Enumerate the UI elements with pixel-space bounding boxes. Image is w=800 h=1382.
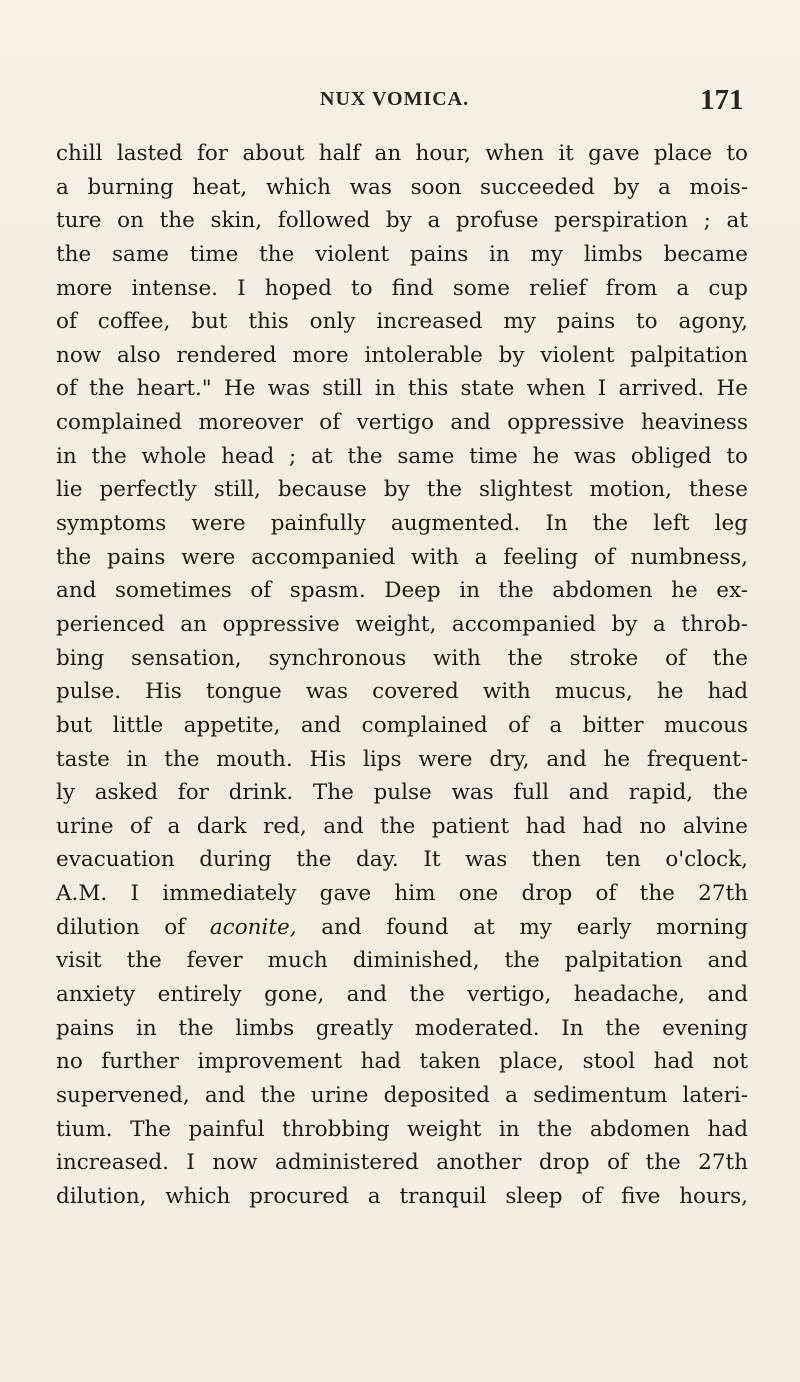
text-line: chill lasted for about half an hour, when it gave place to bbox=[56, 141, 748, 166]
text-line: in the whole head ; at the same time he was obliged to bbox=[56, 443, 748, 469]
text-line: dilution, which procured a tranquil sleep of five hours, bbox=[56, 1183, 748, 1209]
text-line-with-italic bbox=[56, 911, 748, 945]
text-line: the same time the violent pains in my limbs became bbox=[56, 241, 748, 267]
text-line: no further improvement had taken place, stool had not bbox=[56, 1049, 748, 1075]
text-line: now also rendered more intolerable by violent palpitation bbox=[56, 342, 748, 368]
text-line: pains in the limbs greatly moderated. In the evening bbox=[56, 1015, 748, 1041]
text-line: A.M. I immediately gave him one drop of the 27th bbox=[56, 881, 748, 907]
text-line: ly asked for drink. The pulse was full and rapid, the bbox=[56, 780, 748, 806]
text-line: of the heart." He was still in this state when I arrived. He bbox=[56, 376, 748, 402]
text-line: a burning heat, which was soon succeeded by a mois- bbox=[56, 174, 748, 200]
text-fragment: dilution of bbox=[56, 914, 210, 940]
text-line: bing sensation, synchronous with the stroke of the bbox=[56, 645, 748, 671]
text-line: evacuation during the day. It was then ten o'clock, bbox=[56, 847, 748, 873]
text-line: of coffee, but this only increased my pains to agony, bbox=[56, 309, 748, 335]
page-number: 171 bbox=[700, 84, 744, 116]
text-fragment: and found at my early morning bbox=[296, 914, 748, 940]
body-text bbox=[56, 137, 748, 1214]
running-head: NUX VOMICA. bbox=[320, 88, 470, 110]
text-line: but little appetite, and complained of a bitter mucous bbox=[56, 712, 748, 738]
text-line: the pains were accompanied with a feeling of numbness, bbox=[56, 544, 748, 570]
text-line: complained moreover of vertigo and oppressive heaviness bbox=[56, 410, 748, 436]
text-line: anxiety entirely gone, and the vertigo, headache, and bbox=[56, 982, 748, 1008]
italic-term: aconite, bbox=[209, 914, 297, 940]
text-line: urine of a dark red, and the patient had had no alvine bbox=[56, 813, 748, 839]
text-line: and sometimes of spasm. Deep in the abdomen he ex- bbox=[56, 578, 748, 604]
page-header bbox=[0, 84, 800, 124]
text-line: perienced an oppressive weight, accompanied by a throb- bbox=[56, 611, 748, 637]
text-line: supervened, and the urine deposited a sedimentum lateri- bbox=[56, 1082, 748, 1108]
text-line: visit the fever much diminished, the palpitation and bbox=[56, 948, 748, 974]
text-line: tium. The painful throbbing weight in the abdomen had bbox=[56, 1116, 748, 1142]
text-line: lie perfectly still, because by the slightest motion, these bbox=[56, 477, 748, 503]
text-line: more intense. I hoped to find some relief from a cup bbox=[56, 275, 748, 301]
text-line: increased. I now administered another drop of the 27th bbox=[56, 1150, 748, 1176]
text-line: ture on the skin, followed by a profuse perspiration ; at bbox=[56, 208, 748, 234]
text-line: symptoms were painfully augmented. In the left leg bbox=[56, 511, 748, 537]
text-line: taste in the mouth. His lips were dry, and he frequent- bbox=[56, 746, 748, 772]
text-line: pulse. His tongue was covered with mucus, he had bbox=[56, 679, 748, 705]
